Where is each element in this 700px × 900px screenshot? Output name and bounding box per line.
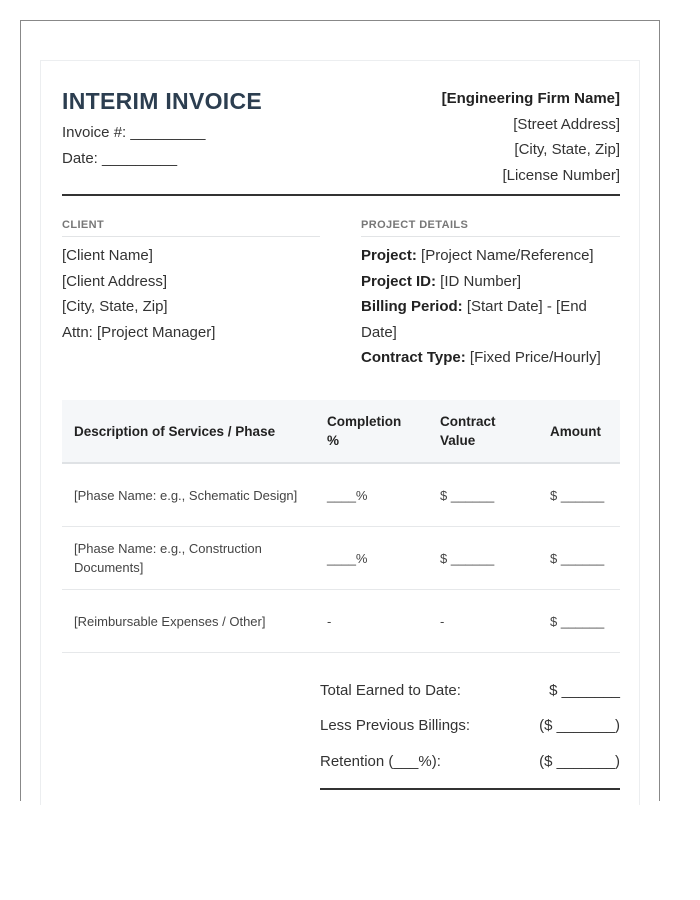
previous-billings-value: ($ _______) [539, 717, 620, 734]
previous-billings-label: Less Previous Billings: [320, 717, 471, 734]
row-contract-value: $ ______ [428, 463, 538, 527]
billing-period-key: Billing Period: [361, 298, 463, 315]
project-id-key: Project ID: [361, 272, 437, 290]
contract-type-line [361, 345, 601, 371]
row-contract-value: $ ______ [428, 527, 538, 590]
services-table [62, 400, 620, 653]
invoice-number: Invoice #: _________ [62, 124, 206, 141]
client-section-label: CLIENT [62, 219, 320, 237]
row-completion: - [315, 590, 428, 653]
project-key: Project: [361, 247, 417, 264]
firm-name: [Engineering Firm Name] [441, 90, 620, 107]
contract-type-key: Contract Type: [361, 349, 466, 366]
client-city: [City, State, Zip] [62, 298, 168, 315]
invoice-title: INTERIM INVOICE [62, 88, 263, 114]
row-description: [Phase Name: e.g., Construction Documents] [62, 527, 315, 590]
client-address: [Client Address] [62, 272, 168, 290]
firm-city: [City, State, Zip] [514, 141, 620, 158]
retention-label: Retention (___%): [320, 753, 441, 770]
firm-license: [License Number] [502, 166, 620, 184]
firm-street: [Street Address] [513, 115, 620, 133]
total-earned-value: $ _______ [549, 682, 620, 699]
client-info [62, 243, 215, 345]
row-description: [Reimbursable Expenses / Other] [62, 590, 315, 653]
project-id-value: [ID Number] [436, 272, 522, 290]
header-description: Description of Services / Phase [62, 400, 315, 463]
billing-period-value: [Start Date] - [End [462, 298, 587, 315]
totals-divider [320, 788, 620, 790]
header-completion: Completion % [315, 400, 428, 463]
retention-value: ($ _______) [539, 753, 620, 770]
table-row [62, 463, 620, 527]
project-info [361, 243, 601, 371]
project-id-line [361, 269, 601, 295]
table-row [62, 590, 620, 653]
billing-period-line [361, 294, 601, 320]
row-amount: $ ______ [538, 590, 620, 653]
row-completion: ____% [315, 527, 428, 590]
row-completion: ____% [315, 463, 428, 527]
row-amount: $ ______ [538, 463, 620, 527]
billing-period-line-2: Date] [361, 323, 397, 341]
total-earned-label: Total Earned to Date: [320, 682, 461, 699]
project-section-label: PROJECT DETAILS [361, 219, 620, 237]
firm-info [442, 86, 620, 188]
project-value: [Project Name/Reference] [416, 247, 594, 264]
contract-type-value: [Fixed Price/Hourly] [465, 349, 601, 366]
header-contract-value: Contract Value [428, 400, 538, 463]
invoice-date: Date: _________ [62, 150, 178, 167]
table-row [62, 527, 620, 590]
client-name: [Client Name] [62, 247, 153, 264]
client-attn: Attn: [Project Manager] [62, 323, 216, 341]
header-amount: Amount [538, 400, 620, 463]
table-header-row [62, 400, 620, 463]
row-amount: $ ______ [538, 527, 620, 590]
row-description: [Phase Name: e.g., Schematic Design] [62, 463, 315, 527]
project-name-line [361, 243, 601, 269]
row-contract-value: - [428, 590, 538, 653]
header-divider [62, 194, 620, 196]
